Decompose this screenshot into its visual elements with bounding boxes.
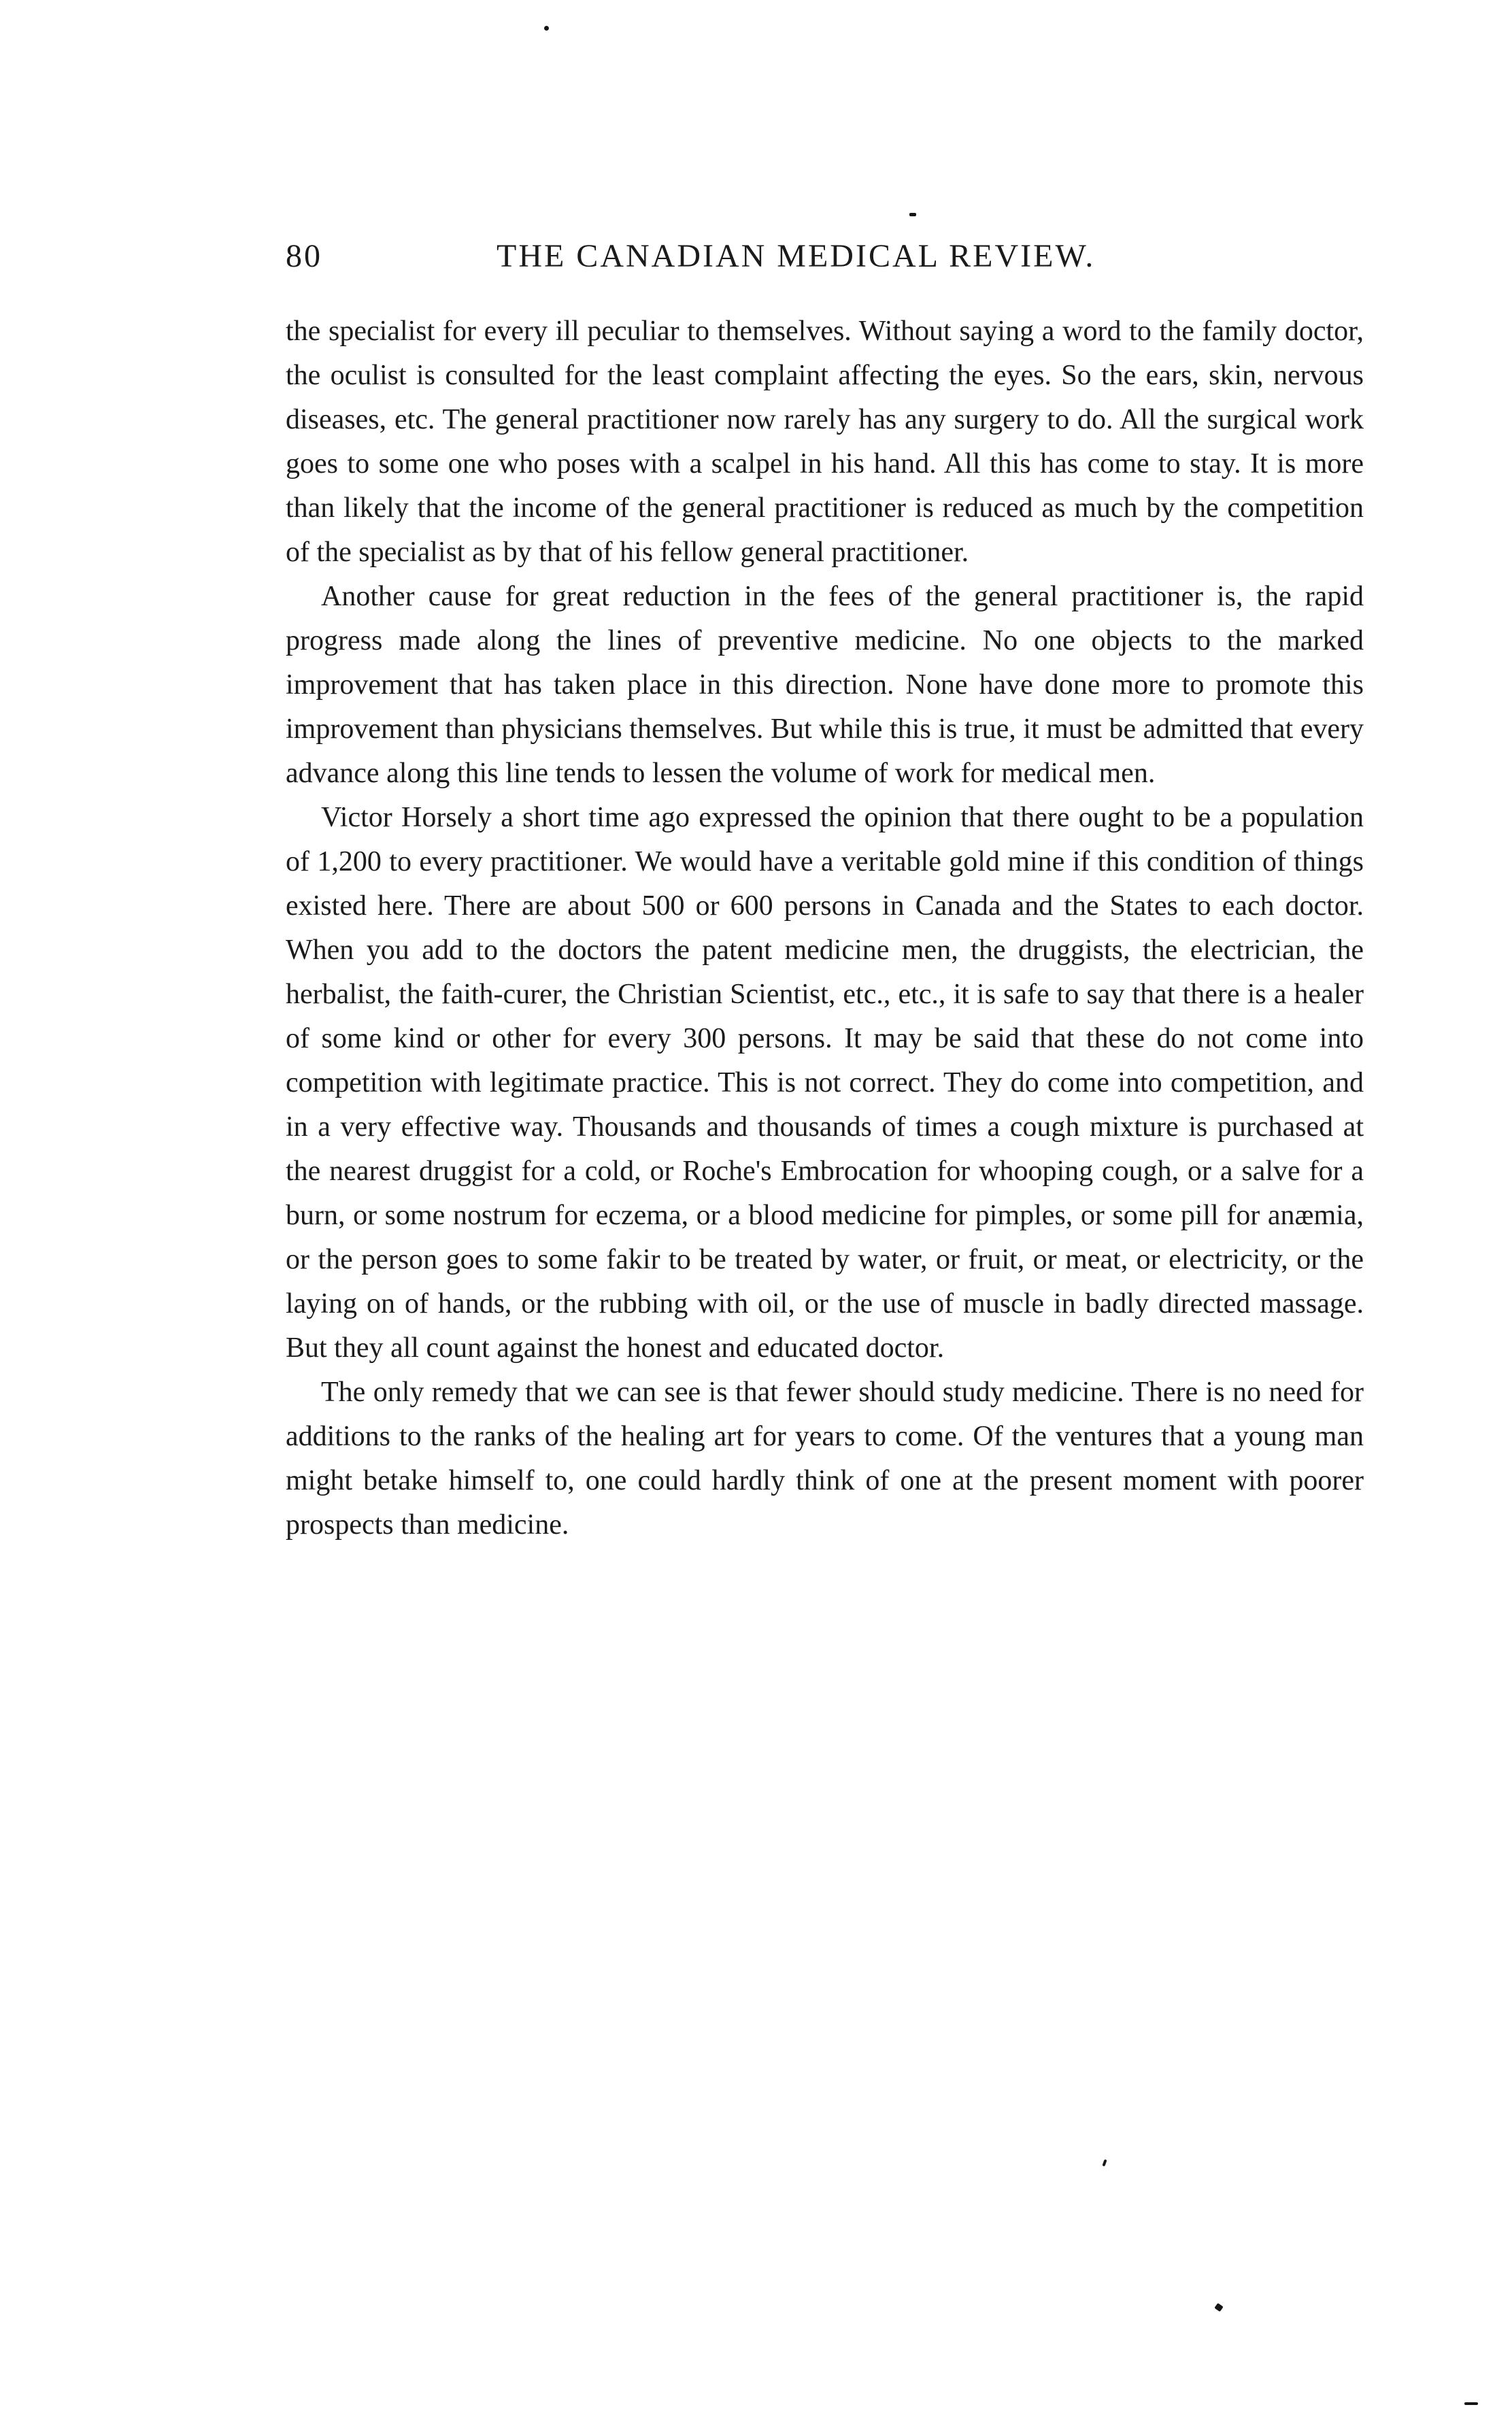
paragraph-preventive-medicine: Another cause for great reduction in the fees of the general practitioner is, the rapid progress made along the lines of preventive medicine. No one objects to the marked improvement that has taken place in this direction. None have done more to promote this improvement than physicians themselves. But while this is true, it must be admitted that every advance along this line tends to lessen the volume of work for medical men. xyxy=(286,581,1364,789)
paragraph-specialist-competition: the specialist for every ill peculiar to themselves. Without saying a word to the family doctor, the oculist is consulted for the least complaint affecting the eyes. So the ears, skin, nervous diseases, etc. The general practitioner now rarely has any surgery to do. All the surgical work goes to some one who poses with a scalpel in his hand. All this has come to stay. It is more than likely that the income of the general practitioner is reduced as much by the competition of the specialist as by that of his fellow general practitioner. xyxy=(286,316,1364,568)
ink-mark xyxy=(1102,2159,1107,2167)
ink-speck xyxy=(544,26,549,31)
article-body xyxy=(286,309,1364,1547)
ink-mark xyxy=(909,213,916,216)
running-head xyxy=(286,233,1367,280)
paragraph-healer-competition: Victor Horsely a short time ago expressed the opinion that there ought to be a population of 1,200 to every practitioner. We would have a veritable gold mine if this condition of things existed here. There are about 500 or 600 persons in Canada and the States to each doctor. When you add to the doctors the patent medicine men, the druggists, the electrician, the herbalist, the faith-curer, the Christian Scientist, etc., etc., it is safe to say that there is a healer of some kind or other for every 300 persons. It may be said that these do not come into competition with legitimate practice. This is not correct. They do come into competition, and in a very effective way. Thousands and thousands of times a cough mixture is purchased at the nearest druggist for a cold, or Roche's Embrocation for whooping cough, or a salve for a burn, or some nostrum for eczema, or a blood medicine for pimples, or some pill for anæmia, or the person goes to some fakir to be treated by water, or fruit, or meat, or electricity, or the laying on of hands, or the rubbing with oil, or the use of muscle in badly directed massage. But they all count against the honest and educated doctor. xyxy=(286,802,1364,1364)
page-number: 80 xyxy=(286,238,322,274)
journal-title: THE CANADIAN MEDICAL REVIEW. xyxy=(497,238,1096,274)
ink-mark xyxy=(1464,2402,1478,2405)
ink-mark xyxy=(1214,2303,1223,2312)
paragraph-remedy: The only remedy that we can see is that fewer should study medicine. There is no need for additions to the ranks of the healing art for years to come. Of the ventures that a young man might betake himself to, one could hardly think of one at the present moment with poorer prospects than medicine. xyxy=(286,1377,1364,1541)
